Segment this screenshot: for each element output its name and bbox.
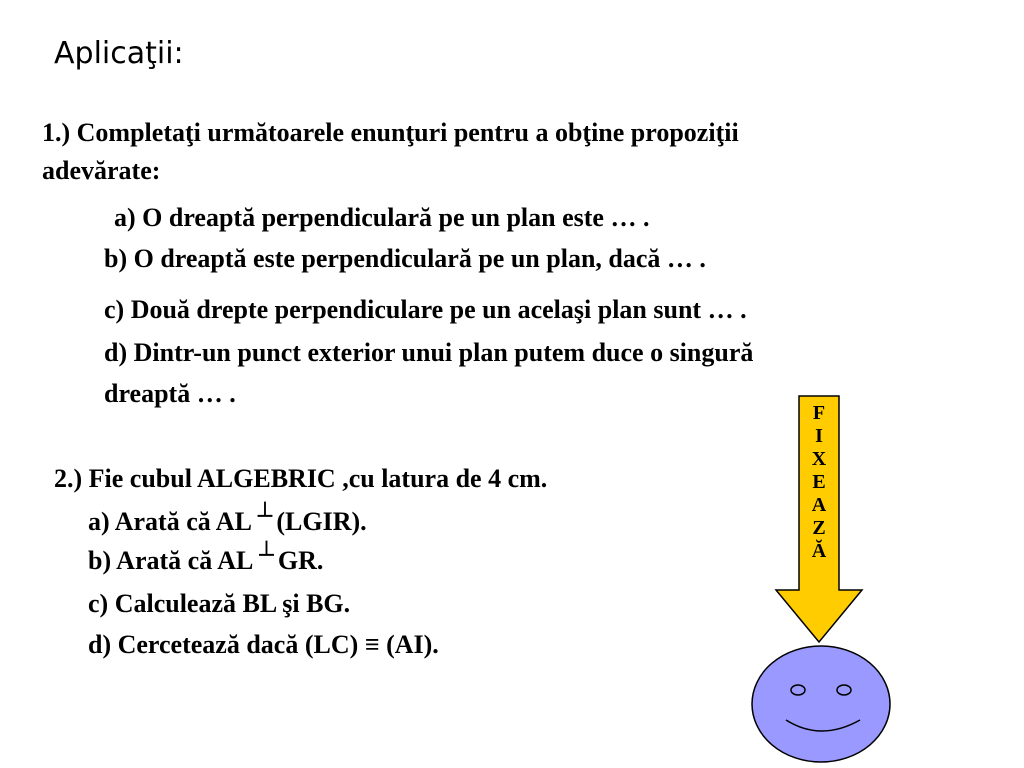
arrow-letter: I bbox=[815, 425, 823, 447]
exercise-2-item-a-text: a) Arată că AL bbox=[88, 507, 252, 536]
exercise-2-item-b bbox=[88, 541, 324, 575]
exercise-2-item-c: c) Calculează BL şi BG. bbox=[88, 589, 351, 618]
exercise-2-item-b-text-end: GR. bbox=[277, 546, 324, 575]
slide-title: Aplicaţii: bbox=[54, 36, 184, 71]
exercise-2-item-b-text: b) Arată că AL bbox=[88, 546, 254, 575]
arrow-letter: F bbox=[812, 402, 826, 424]
arrow-label bbox=[799, 402, 839, 563]
arrow-letter: X bbox=[811, 448, 827, 470]
exercise-2-heading: 2.) Fie cubul ALGEBRIC ,cu latura de 4 cm. bbox=[54, 464, 548, 493]
exercise-1-item-a: a) O dreaptă perpendiculară pe un plan este … . bbox=[114, 203, 650, 232]
arrow-letter: Ă bbox=[811, 540, 827, 562]
exercise-1-line-2: adevărate: bbox=[42, 156, 161, 185]
smiley-face-icon bbox=[750, 640, 892, 764]
exercise-1-item-b: b) O dreaptă este perpendiculară pe un plan, dacă … . bbox=[104, 244, 706, 273]
exercise-2-item-a-text-end: (LGIR). bbox=[276, 507, 367, 536]
arrow-letter: A bbox=[811, 494, 827, 516]
perpendicular-symbol: ┴ bbox=[259, 541, 274, 569]
exercise-2-item-a bbox=[88, 502, 367, 536]
exercise-1-item-c: c) Două drepte perpendiculare pe un acelaşi plan sunt … . bbox=[104, 295, 747, 324]
exercise-1-line-1: 1.) Completaţi următoarele enunţuri pentru a obţine propoziţii bbox=[42, 118, 739, 147]
arrow-letter: E bbox=[812, 471, 826, 493]
perpendicular-symbol: ┴ bbox=[257, 502, 273, 530]
exercise-1-item-d: d) Dintr-un punct exterior unui plan putem duce o singură bbox=[104, 338, 754, 367]
arrow-letter: Z bbox=[812, 517, 826, 539]
exercise-2-item-d: d) Cercetează dacă (LC) ≡ (AI). bbox=[88, 630, 439, 659]
exercise-1-item-d-cont: dreaptă … . bbox=[104, 379, 236, 408]
